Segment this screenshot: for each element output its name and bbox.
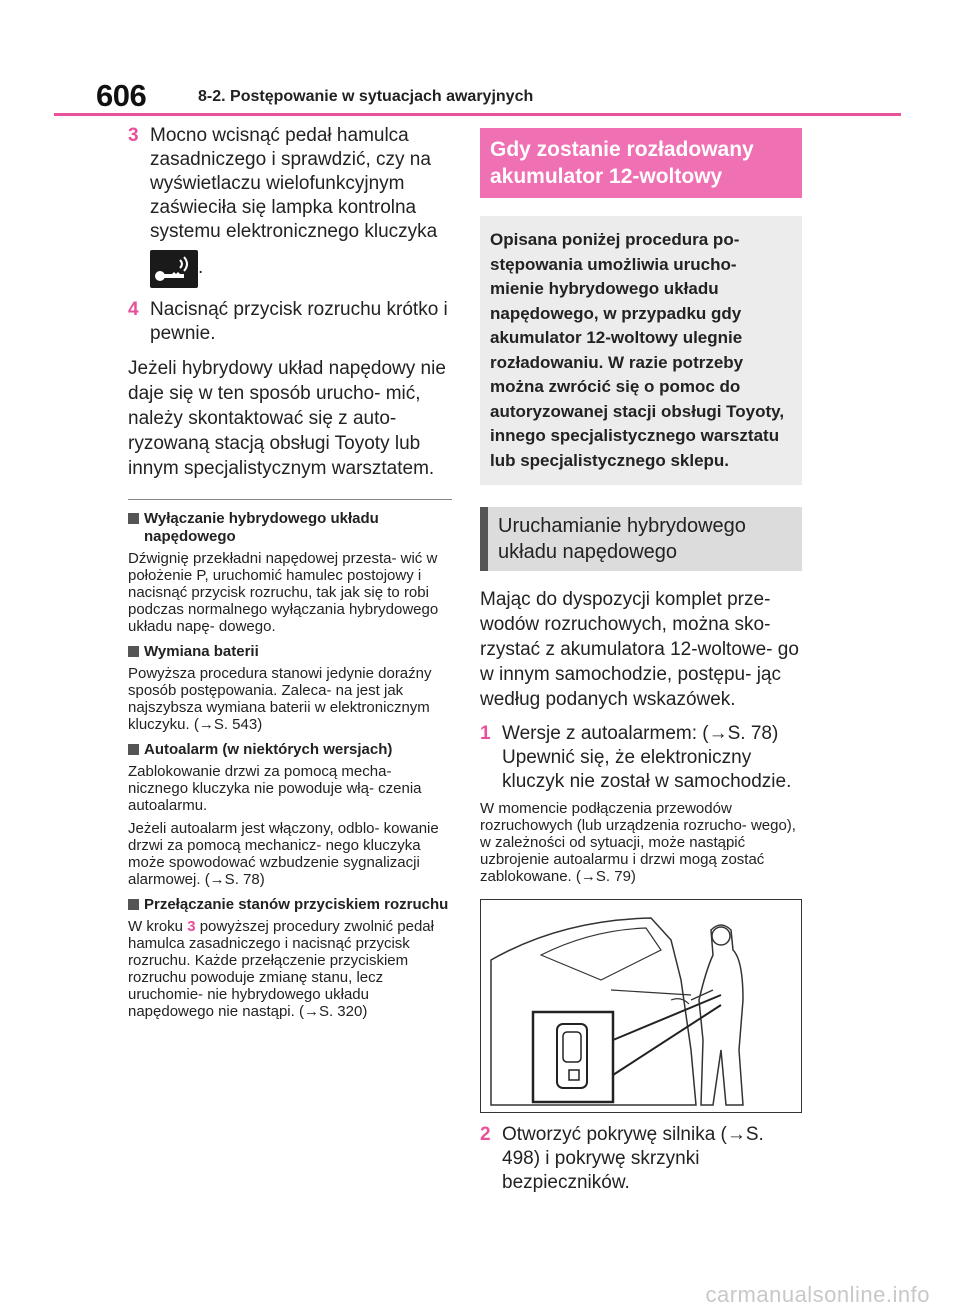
watermark: carmanualsonline.info <box>705 1282 930 1307</box>
step-text: Mocno wcisnąć pedał hamulca zasadniczego i sprawdzić, czy na wyświetlaczu wielofunkcyjnym zaświeciła się lampka kontrolna systemu elektronicznego kluczyka <box>150 125 438 242</box>
subheading-shutdown: Wyłączanie hybrydowego układu napędowego <box>128 510 452 546</box>
subheading-battery: Wymiana baterii <box>128 643 452 661</box>
step-number: 1 <box>480 723 491 744</box>
step-4 <box>128 298 452 346</box>
square-bullet-icon <box>128 744 139 755</box>
shutdown-text: Dźwignię przekładni napędowej przesta- wić w położenie P, uruchomić hamulec postojowy i nacisnąć przycisk rozruchu, tak jak się to robi podczas normalnego wyłączania hybrydowego układu napę- dowego. <box>128 550 439 635</box>
battery-text: Powyższa procedura stanowi jedynie doraźny sposób postępowania. Zaleca- na jest jak najszybsza wymiana baterii w elektronicznym kluczyku. (→S. 543) <box>128 665 432 733</box>
step-text: Wersje z autoalarmem: (→S. 78) Upewnić się, że elektroniczny kluczyk nie został w samochodzie. <box>502 723 792 792</box>
step-number: 3 <box>128 125 139 146</box>
section-title: 8-2. Postępowanie w sytuacjach awaryjnych <box>198 88 534 105</box>
square-bullet-icon <box>128 899 139 910</box>
note-paragraph: Jeżeli hybrydowy układ napędowy nie daje się w ten sposób urucho- mić, należy skontaktować się z auto- ryzowaną stacją obsługi Toyoty lub innym specjalistycznym warsztatem. <box>128 358 446 479</box>
step-number: 4 <box>128 299 139 320</box>
right-column <box>480 128 802 1201</box>
square-bullet-icon <box>128 646 139 657</box>
alarm-note: W momencie podłączenia przewodów rozruchowych (lub urządzenia rozrucho- wego), w zależności od sytuacji, może nastąpić uzbrojenie autoalarmu i drzwi mogą zostać zablokowane. (→S. 79) <box>480 800 796 885</box>
step-number: 2 <box>480 1124 491 1145</box>
step-tail: . <box>198 257 204 279</box>
mode-switch-text: W kroku 3 powyższej procedury zwolnić pedał hamulca zasadniczego i nacisnąć przycisk rozruchu. Każde przełączenie przyciskiem rozruchu powoduje zmianę stanu, lecz uruchomie- nie hybrydowego układu napędowego nie nastąpi. (→S. 320) <box>128 918 434 1020</box>
intro-box: Opisana poniżej procedura po- stępowania umożliwia urucho- mienie hybrydowego układu napędowego, w przypadku gdy akumulator 12-woltowy ulegnie rozładowaniu. W razie potrzeby można zwrócić się o pomoc do autoryzowanej stacji obsługi Toyoty, innego specjalistycznego warsztatu lub specjalistycznego sklepu. <box>480 216 802 485</box>
subheading-mode-switch: Przełączanie stanów przyciskiem rozruchu <box>128 896 452 914</box>
step-2 <box>480 1123 802 1195</box>
square-bullet-icon <box>128 513 139 524</box>
step-text: Otworzyć pokrywę silnika (→S. 498) i pokrywę skrzynki bezpieczników. <box>502 1124 764 1193</box>
step-text: Nacisnąć przycisk rozruchu krótko i pewnie. <box>150 299 448 344</box>
section-banner: Gdy zostanie rozładowany akumulator 12-woltowy <box>480 128 802 198</box>
smart-key-indicator-icon <box>150 250 198 288</box>
car-door-key-illustration <box>480 899 802 1113</box>
subsection-heading: Uruchamianie hybrydowego układu napędowego <box>480 507 802 571</box>
header-rule <box>54 113 901 116</box>
page-header <box>96 78 901 114</box>
jump-start-paragraph: Mając do dyspozycji komplet prze- wodów rozruchowych, można sko- rzystać z akumulatora 12-woltowe- go w innym samochodzie, postępu- jąc według podanych wskazówek. <box>480 589 799 710</box>
step-1 <box>480 722 802 794</box>
step-3 <box>128 124 452 292</box>
alarm-text-2: Jeżeli autoalarm jest włączony, odblo- kowanie drzwi za pomocą mechanicz- nego kluczyka może spowodować wzbudzenie sygnalizacji alarmowej. (→S. 78) <box>128 820 439 888</box>
alarm-text-1: Zablokowanie drzwi za pomocą mecha- nicznego kluczyka nie powoduje włą- czenia autoalarmu. <box>128 763 422 814</box>
page-number: 606 <box>96 78 147 113</box>
left-column <box>128 124 452 1026</box>
divider <box>128 499 452 500</box>
subheading-alarm: Autoalarm (w niektórych wersjach) <box>128 741 452 759</box>
